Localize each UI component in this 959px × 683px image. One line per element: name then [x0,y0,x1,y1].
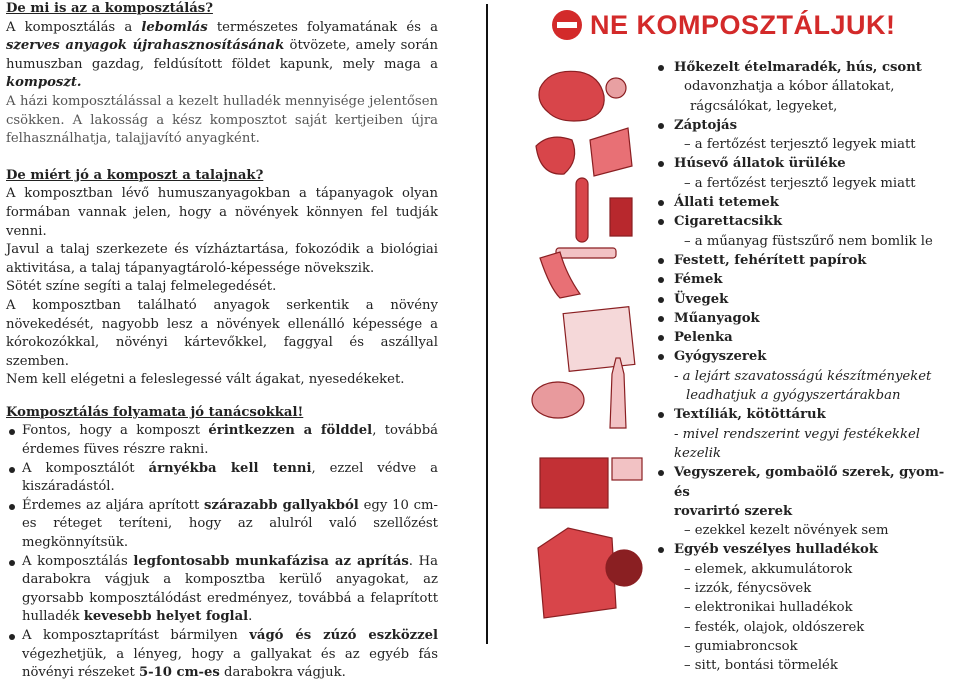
banner [552,8,896,42]
list-item: Hőkezelt ételmaradék, hús, csont [652,58,958,77]
list-item-detail: – a fertőzést terjesztő legyek miatt [684,137,916,153]
sausage-icon [576,178,588,242]
no-entry-icon [552,10,582,40]
list-item: Gyógyszerek [652,347,958,366]
list-item: Festett, fehérített papírok [652,251,958,270]
egg-icon [606,78,626,98]
why-paragraph-3: Sötét színe segíti a talaj felmelegedését. [6,279,277,295]
section-title-what-is: De mi is az a komposztálás? [6,1,213,16]
list-item-detail: – a fertőzést terjesztő legyek miatt [684,175,916,191]
section-title-why-good: De miért jó a komposzt a talajnak? [6,167,264,183]
steak-icon [536,137,575,174]
list-item-detail: – ezekkel kezelt növények sem [684,523,889,539]
list-item: Üvegek [652,290,958,309]
why-paragraph-1: A komposztban lévő humuszanyagokban a tápanyagok olyan formában vannak jelen, hogy a növények könnyen fel tudják venni. [6,186,438,239]
newspaper-icon [563,307,635,372]
list-item-detail: – festék, olajok, oldószerek [684,619,865,635]
tire-icon [606,550,642,586]
list-item-detail: rágcsálókat, legyeket, [690,98,838,114]
list-item: Cigarettacsikk [652,212,958,231]
list-item-detail: leadhatjuk a gyógyszertárakban [686,388,901,404]
list-item: Húsevő állatok ürüléke [652,154,958,173]
forbidden-items-illustration [520,48,652,648]
intro-paragraph: A komposztálás a lebomlás természetes folyamatának és a szerves anyagok újrahasznosításának ötvözete, amely során humuszban gazdag, feldúsított földet kapunk, mely maga a komposzt. [6,19,438,91]
list-item: Pelenka [652,328,958,347]
pill-box-icon [612,458,642,480]
cigarette-icon [556,248,616,258]
list-item-detail: – sitt, bontási törmelék [684,658,838,674]
can-icon [610,198,632,236]
list-item: A komposztálót árnyékba kell tenni, ezzel védve a kiszáradástól. [6,460,438,497]
list-item: Vegyszerek, gombaölő szerek, gyom- és [652,463,958,502]
list-item-detail: odavonzhatja a kóbor állatokat, [684,79,895,95]
list-item-detail: – a műanyag füstszűrő nem bomlik le [684,233,933,249]
list-item: Záptojás [652,116,958,135]
right-column-list [652,58,958,676]
list-item: Fémek [652,270,958,289]
list-item: A komposztaprítást bármilyen vágó és zúzó eszközzel végezhetjük, a lényeg, hogy a gallyakat és az egyéb fás növényi részeket 5-10 cm-es darabokra vágjuk. [6,627,438,683]
list-item-detail: – izzók, fénycsövek [684,581,812,597]
list-item-detail: – elektronikai hulladékok [684,600,853,616]
battery-icon [540,458,608,508]
list-item: A komposztálás legfontosabb munkafázisa az aprítás. Ha darabokra vágjuk a komposztba kerülő anyagokat, az gyorsabb komposztálódást eredményez, továbbá a felaprított hulladék kevesebb helyet foglal. [6,553,438,627]
left-column [6,0,438,683]
jerrycan-icon [538,528,616,618]
list-item: Textíliák, kötöttáruk [652,405,958,424]
shoe-icon [540,252,580,298]
list-item-detail: – elemek, akkumulátorok [684,561,853,577]
list-item: Fontos, hogy a komposzt érintkezzen a földdel, továbbá érdemes füves részre rakni. [6,422,438,459]
list-item: rovarirtó szerek [674,503,793,519]
list-item: Érdemes az aljára aprított szárazabb gallyakból egy 10 cm-es réteget teríteni, hogy az alulról való szellőzést megkönnyítsük. [6,497,438,553]
household-paragraph: A házi komposztálással a kezelt hulladék mennyisége jelentősen csökken. A lakosság a kész komposztot saját kertjeiben újra felhasználhatja, talajjavító anyagként. [6,93,438,147]
why-paragraph-5: Nem kell elégetni a feleslegessé vált ágakat, nyesedékeket. [6,372,405,388]
list-item: Egyéb veszélyes hulladékok [652,540,958,559]
bottle-icon [610,358,626,428]
diaper-icon [532,382,584,418]
list-item-detail: – gumiabroncsok [684,638,798,654]
why-paragraph-2: Javul a talaj szerkezete és vízháztartása, fokozódik a biológiai aktivitása, a talaj tápanyagtároló-képessége növekszik. [6,242,438,276]
list-item-detail: - mivel rendszerint vegyi festékekkel kezelik [674,426,921,461]
list-item: Állati tetemek [652,193,958,212]
column-divider [486,4,488,644]
banner-title: NE KOMPOSZTÁLJUK! [590,9,896,40]
tips-list [6,422,438,682]
why-paragraph-4: A komposztban található anyagok serkentik a növény növekedését, nagyobb lesz a növények ellenálló képessége a kórokozókkal, növényi kártevőkkel, faggyal és aszállyal szemben. [6,297,438,369]
section-title-tips: Komposztálás folyamata jó tanácsokkal! [6,404,304,420]
list-item-detail: - a lejárt szavatosságú készítményeket [674,368,932,384]
roast-chicken-icon [539,71,604,121]
cheese-icon [590,128,632,176]
list-item: Műanyagok [652,309,958,328]
